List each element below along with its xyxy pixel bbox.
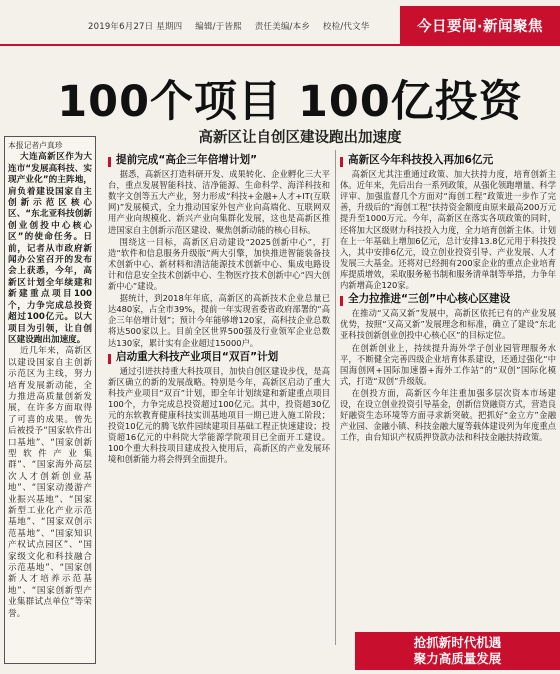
body-paragraph: 近几年来，高新区以建设国家自主创新示范区为主线，努力培育发展新动能，全力推进高质量创新发展，在许多方面取得了可喜的成果。曾先后被授予“国家软件出口基地”、“国家创新型软件产业集群”、“国家海外高层次人才创新创业基地”、“国家动漫游产业振兴基地”、“国家新型工业化产业示范基地”、“国家双创示范基地”、“国家知识产权试点园区”、“国家级文化和科技融合示范基地”、“国家创新人才培养示范基地”、“国家创新型产业集群试点单位”等荣誉。 bbox=[8, 346, 92, 619]
lead-column bbox=[4, 136, 96, 664]
right-column bbox=[340, 152, 556, 444]
column-divider bbox=[335, 150, 336, 645]
body-paragraph: 在创投方面，高新区今年注重加强多层次资本市场建设，在设立创业投资引导基金，创新信贷融资方式，营造良好融资生态环境等方面寻求新突破。把抓好“金立方”金融产业园、金融小镇、科技金融大厦等载体建设列为年度重点工作，由台知识产权质押贷款办法和科技金融扶持政策。 bbox=[340, 387, 556, 443]
section-banner: 今日要闻·新闻聚焦 bbox=[400, 6, 560, 44]
subheadline: 高新区让自创区建设跑出加速度 bbox=[198, 130, 402, 146]
body-paragraph: 围绕这一目标，高新区启动建设“2025创新中心”，打造“软件和信息服务升级版”两大引擎，加快推进智能装备技术创新中心、新材料和清洁能源技术创新中心、集成电路设计和信息安全技术创新中心、生物医疗技术创新中心“四大创新中心”建设。 bbox=[108, 236, 330, 292]
slogan-line-1: 抢抓新时代机遇 bbox=[413, 635, 502, 650]
issue-date: 2019年6月27日 星期四 bbox=[88, 22, 183, 32]
headline: 100个项目 100亿投资 bbox=[57, 77, 523, 127]
body-paragraph: 在推动“又高又新”发展中，高新区依托已有的产业发展优势，按照“又高又新”发展理念和标准，确立了建设“东北亚科技创新创业创投中心核心区”的目标定位。 bbox=[340, 308, 556, 341]
body-paragraph: 高新区尤其注重通过政策、加大扶持力度，培育创新主体。近年来，先后出台一系列政策，从强化领跑增量、科学评审、加强监督几个方面对“海创工程”政策进一步作了完善，升级后的“海创工程”扶持资金额度由原来最高200万元提升至1000万元。今年，高新区在落实各项政策的同时，还将加大区级财力科技投入力度，全力培育创新主体。计划在上一年基础上增加6亿元，总计安排13.8亿元用于科技投入，其中安排6亿元，设立创业投资引导、产业发展、人才发展三大基金。还将对已经拥有200家企业的重点企业培育库提质增效，采取服务秘书制和服务清单制等举措，力争年内新增高企120家。 bbox=[340, 169, 556, 291]
body-paragraph: 据悉，高新区打造科研开发、成果转化、企业孵化三大平台，重点发展智能科技、洁净能源、生命科学、海洋科技和数字文创等五大产业，努力形成“科技+金融+人才+IT(互联网)”发展模式，全力推动国家外包产业向高端化、互联网双用产业向规模化、新兴产业向集群化发展，这也是高新区推进国家自主创新示范区建设、聚焦创新动能的核心目标。 bbox=[108, 169, 330, 235]
proofreader-credit: 校检/代文华 bbox=[322, 22, 370, 32]
middle-column bbox=[108, 152, 330, 467]
section-heading: 高新区今年科技投入再加6亿元 bbox=[340, 155, 556, 166]
slogan-banner bbox=[355, 632, 560, 670]
section-heading: 启动重大科技产业项目“双百”计划 bbox=[108, 352, 330, 363]
designer-credit: 责任美编/本乡 bbox=[254, 22, 311, 32]
lead-paragraph: 大连高新区作为大连市“发展高科技、实现产业化”的主阵地，肩负着建设国家自主创新示范区核心区、“东北亚科技创新创业创投中心核心区”的使命任务。日前，记者从市政府新闻办公室召开的发布会上获悉，今年，高新区计划全年续建和新建重点项目100个，力争完成总投资超过100亿元。以大项目为引领，让自创区建设跑出加速度。 bbox=[8, 152, 92, 345]
section-heading: 提前完成“高企三年倍增计划” bbox=[108, 155, 330, 166]
slogan-line-2: 聚力高质量发展 bbox=[413, 651, 502, 666]
body-paragraph: 在创新创业上，持续提升海外学子创业园管理服务水平，不断健全完善四级企业培育体系建设，还通过强化“中国海创网+国际加速器+海外工作站”的“双创”国际化模式，打造“双创”升级版。 bbox=[340, 342, 556, 386]
byline: 本报记者卢真珍 bbox=[8, 141, 63, 150]
body-paragraph: 通过引进扶持重大科技项目，加快自创区建设步伐，是高新区确立的新的发展战略。特别是今年，高新区启动了重大科技产业项目“双百”计划，即全年计划续建和新建重点项目100个，力争完成总投资超过100亿元。其中，投资超30亿元的东软教育健康科技实训基地项目一期已进入施工阶段；投资10亿元的腾飞软件园续建项目基础工程正快速建设；投资超16亿元的中科院大学能源学院项目已全面开工建设。100个重大科技项目建成投入使用后，高新区的产业发展环境和创新能力将会得到全面提升。 bbox=[108, 365, 330, 465]
section-heading: 全力拉推进“三创”中心核心区建设 bbox=[340, 294, 556, 305]
header-rule bbox=[0, 44, 560, 46]
page-meta bbox=[88, 20, 380, 32]
editor-credit: 编辑/于皆熙 bbox=[195, 22, 242, 32]
body-paragraph: 据统计，到2018年年底，高新区的高新技术企业总量已达480家，占全市39%，提前一年实现省委省政府部署的“高企三年倍增计划”；预计今年能够增120家，高科技企业总数将达500家以上。目前全区世界500强及行业领军企业总数达130家，累计实有企业超过15000户。 bbox=[108, 293, 330, 348]
